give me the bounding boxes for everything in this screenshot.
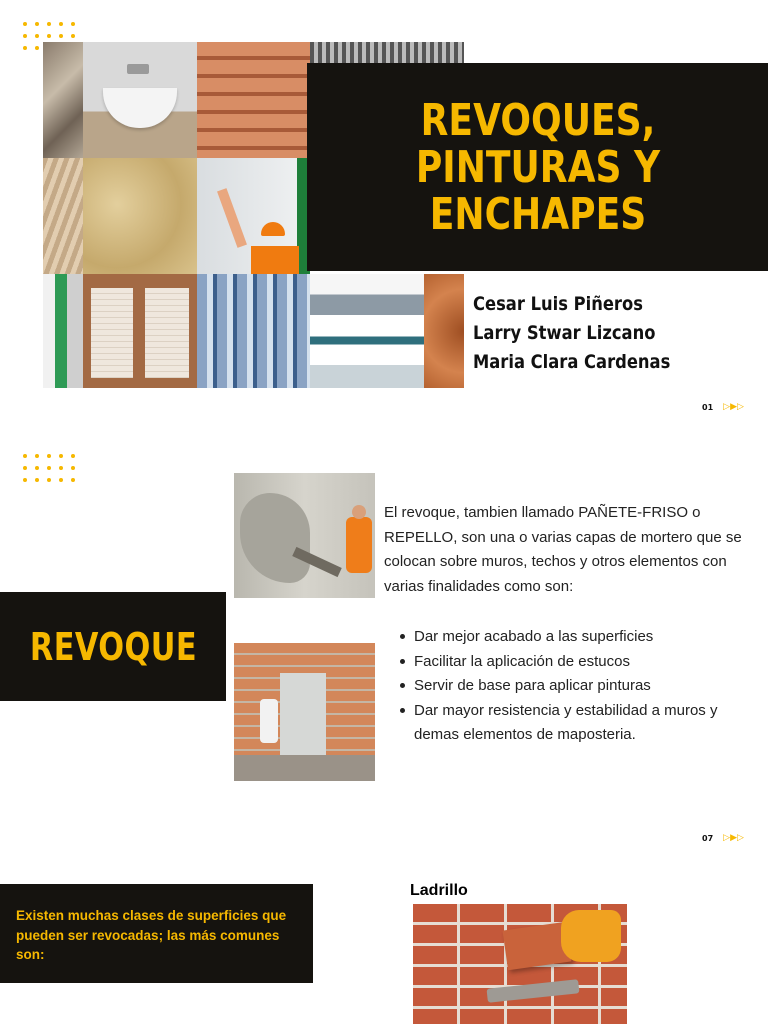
window-blinds-photo xyxy=(83,274,197,388)
plastering-worker-photo xyxy=(234,473,375,598)
glass-facade-photo xyxy=(197,274,310,388)
purpose-list xyxy=(398,625,758,748)
page-number: 01 xyxy=(702,403,714,412)
brick-laying-photo xyxy=(413,904,627,1024)
list-item: Dar mayor resistencia y estabilidad a muros y demas elementos de maposteria. xyxy=(398,699,758,748)
section-heading: REVOQUE xyxy=(29,624,197,669)
author-name: Cesar Luis Piñeros xyxy=(473,293,643,315)
building-photo xyxy=(310,42,464,64)
stucco-texture-photo xyxy=(83,158,197,274)
page-indicator xyxy=(702,834,744,843)
presentation-title: REVOQUES, PINTURAS Y ENCHAPES xyxy=(415,94,660,240)
author-name: Maria Clara Cardenas xyxy=(473,351,671,373)
list-item: Facilitar la aplicación de estucos xyxy=(398,650,758,675)
roof-tiles-photo xyxy=(197,42,310,158)
surface-types-banner xyxy=(0,884,313,983)
dot-grid-decoration xyxy=(23,454,75,482)
balcony-photo xyxy=(310,274,424,388)
brick-wall-plastering-photo xyxy=(234,643,375,781)
surface-types-intro: Existen muchas clases de superficies que pueden ser revocadas; las más comunes son: xyxy=(16,908,287,962)
page-indicator xyxy=(702,403,744,412)
page-number: 07 xyxy=(702,834,714,843)
green-panel-photo xyxy=(43,274,83,388)
triple-arrow-icon: ▷ ▶ ▷ xyxy=(723,402,744,412)
author-list xyxy=(473,290,702,377)
list-item: Dar mejor acabado a las superficies xyxy=(398,625,758,650)
author-name: Larry Stwar Lizcano xyxy=(473,322,656,344)
title-banner xyxy=(307,63,768,271)
image-caption: Ladrillo xyxy=(410,882,468,899)
worker-drywall-photo xyxy=(197,158,310,274)
intro-paragraph: El revoque, tambien llamado PAÑETE-FRISO o REPELLO, son una o varias capas de mortero que se colocan sobre muros, techos y otros elementos con varias finalidades como son: xyxy=(384,504,742,595)
curved-wall-photo xyxy=(424,274,464,388)
stone-tile-photo xyxy=(43,42,83,158)
section-heading-banner xyxy=(0,592,226,701)
triple-arrow-icon: ▷ ▶ ▷ xyxy=(723,833,744,843)
list-item: Servir de base para aplicar pinturas xyxy=(398,674,758,699)
washbasin-photo xyxy=(83,42,197,158)
curved-wood-photo xyxy=(43,158,83,274)
